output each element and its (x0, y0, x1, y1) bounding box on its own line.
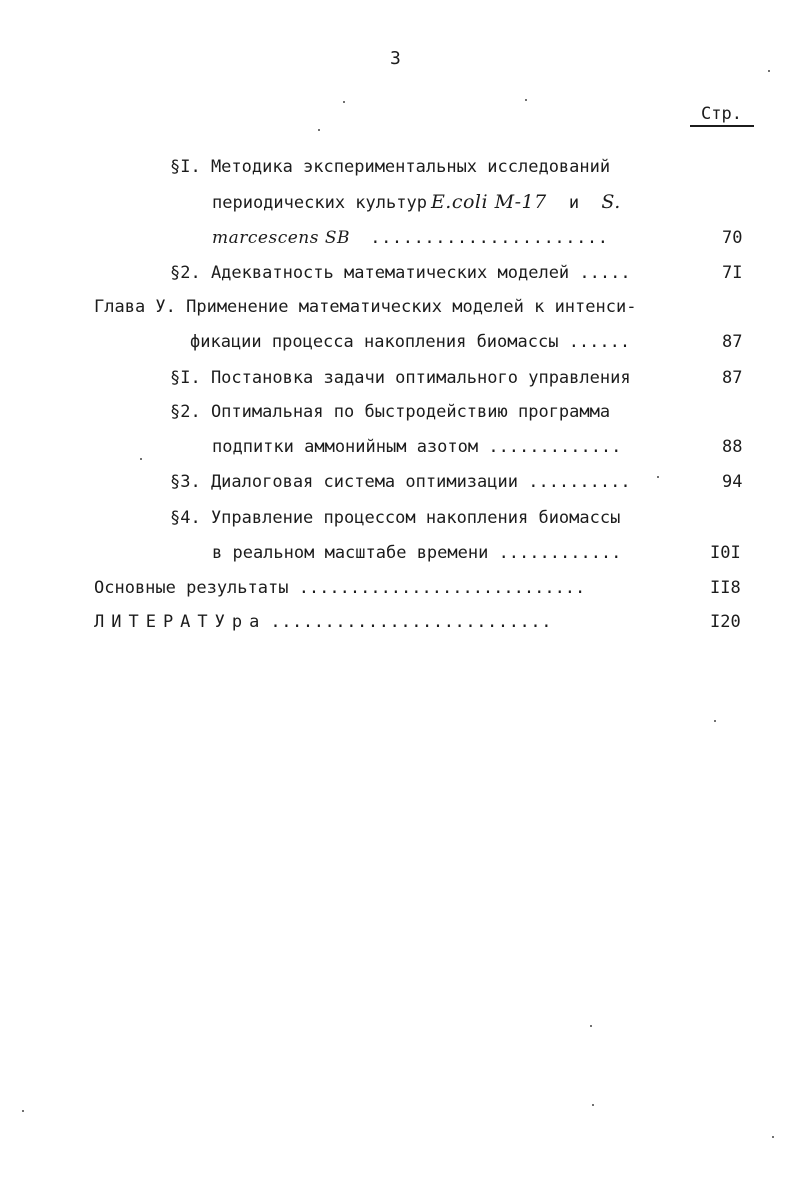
toc-page-methodology: 70 (722, 228, 743, 248)
dot-leader: ...................... (370, 228, 609, 248)
typed-conjunction: и (568, 193, 580, 213)
scan-speck (318, 129, 320, 131)
toc-page-dialog-system: 94 (722, 472, 743, 492)
toc-entry-methodology-line2 (212, 191, 621, 214)
scan-speck (714, 720, 716, 722)
handwritten-organism-s: S. (601, 191, 621, 213)
toc-page-literature: I20 (710, 612, 741, 632)
toc-entry-dialog-system: §3. Диалоговая система оптимизации .......... (170, 472, 631, 492)
scan-speck (592, 1104, 594, 1106)
toc-page-optimal-program: 88 (722, 437, 743, 457)
toc-page-problem-statement: 87 (722, 368, 743, 388)
handwritten-organism-ecoli: E.coli M-17 (430, 191, 547, 213)
dot-leader: .......................... (270, 612, 553, 632)
page-number: 3 (390, 48, 401, 69)
toc-entry-problem-statement: §I. Постановка задачи оптимального управления (170, 368, 631, 388)
toc-entry-methodology-line3 (212, 227, 609, 249)
toc-entry-main-results: Основные результаты ............................ (94, 578, 586, 598)
scan-speck (525, 99, 527, 101)
page-column-underline (690, 125, 754, 127)
toc-chapter-5-line2: фикации процесса накопления биомассы ...... (190, 332, 631, 352)
page-column-label: Стр. (701, 104, 742, 124)
toc-entry-optimal-program-line1: §2. Оптимальная по быстродействию программа (170, 402, 611, 422)
scan-speck (657, 476, 659, 478)
toc-page-chapter-5: 87 (722, 332, 743, 352)
toc-page-adequacy: 7I (722, 263, 743, 283)
scan-speck (343, 101, 345, 103)
toc-chapter-5-line1: Глава У. Применение математических моделей к интенси- (94, 297, 637, 317)
toc-entry-methodology-line1: §I. Методика экспериментальных исследований (170, 157, 611, 177)
scan-speck (768, 70, 770, 72)
typed-text: периодических культур (212, 193, 427, 213)
scan-speck (772, 1136, 774, 1138)
toc-entry-optimal-program-line2: подпитки аммонийным азотом ............. (212, 437, 622, 457)
toc-page-main-results: II8 (710, 578, 741, 598)
literature-label: ЛИТЕРАТУра (94, 612, 267, 632)
toc-entry-realtime-control-line2: в реальном масштабе времени ............ (212, 543, 622, 563)
scan-speck (590, 1025, 592, 1027)
handwritten-organism-marcescens: marcescens SB (212, 228, 350, 248)
toc-page-realtime-control: I0I (710, 543, 741, 563)
scan-speck (22, 1110, 24, 1112)
scan-speck (140, 458, 142, 460)
toc-entry-realtime-control-line1: §4. Управление процессом накопления биомассы (170, 508, 621, 528)
toc-entry-literature (94, 611, 552, 633)
toc-entry-adequacy: §2. Адекватность математических моделей ..... (170, 263, 631, 283)
